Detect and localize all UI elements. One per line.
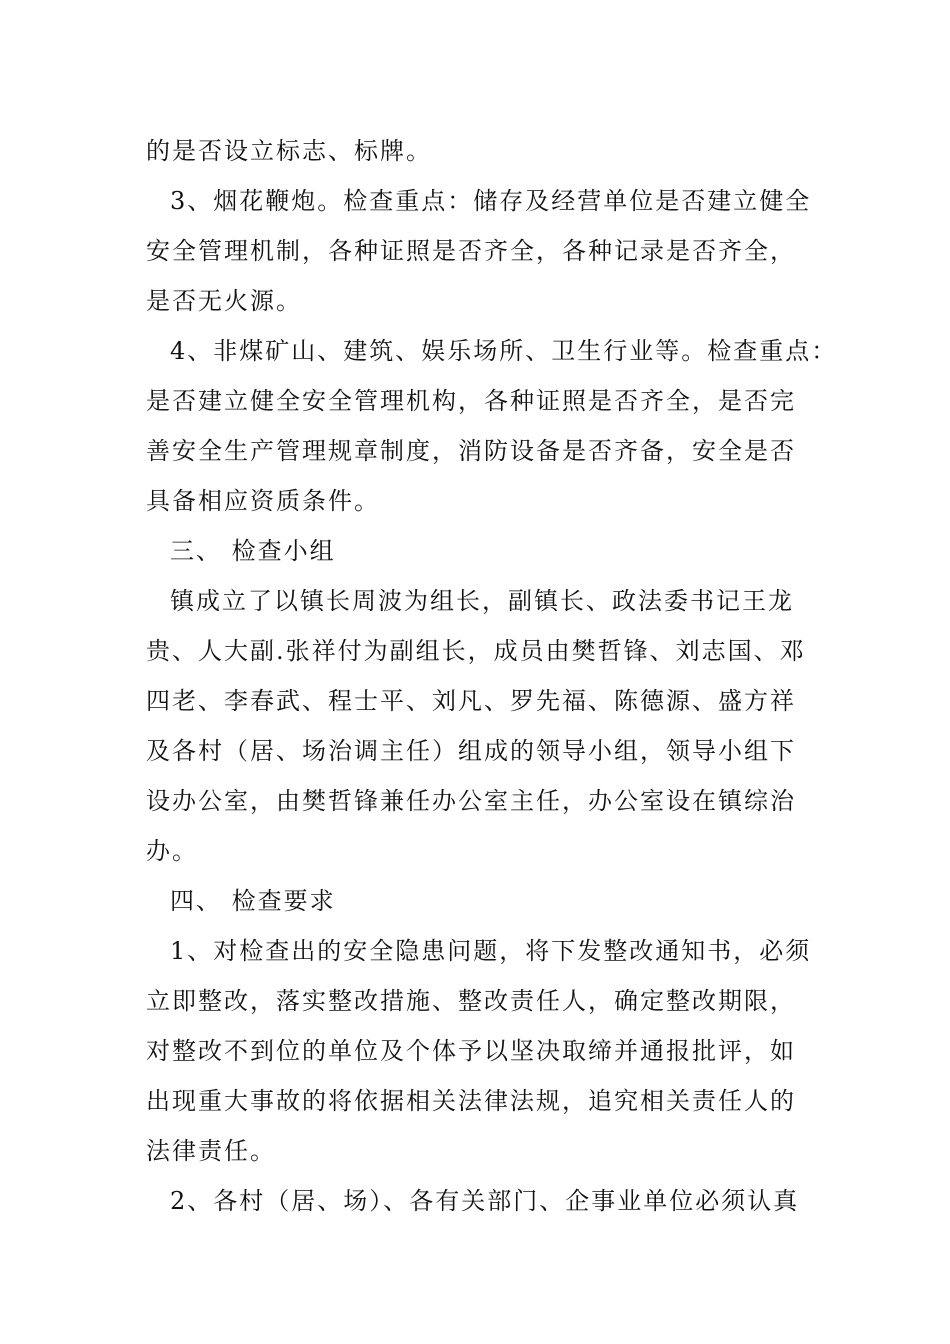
text-line: 办。 [146,837,198,865]
paragraph-item-3-heading: 3、烟花鞭炮。检查重点：储存及经营单位是否建立健全 [170,187,812,215]
text-line: 立即整改，落实整改措施、整改责任人，确定整改期限， [146,987,796,1015]
section-heading-inspection-requirements: 四、 检查要求 [170,887,336,915]
text-line: 对整改不到位的单位及个体予以坚决取缔并通报批评，如 [146,1037,796,1065]
text-line: 四老、李春武、程士平、刘凡、罗先福、陈德源、盛方祥 [146,687,796,715]
text-line: 的是否设立标志、标牌。 [146,137,432,165]
paragraph-item-2-heading: 2、各村（居、场）、各有关部门、企事业单位必须认真 [170,1187,800,1215]
text-line: 设办公室，由樊哲锋兼任办公室主任，办公室设在镇综治 [146,787,796,815]
text-line: 及各村（居、场治调主任）组成的领导小组，领导小组下 [146,737,796,765]
text-line: 是否建立健全安全管理机构，各种证照是否齐全，是否完 [146,387,796,415]
paragraph-item-4-heading: 4、非煤矿山、建筑、娱乐场所、卫生行业等。检查重点： [170,337,838,365]
text-line: 善安全生产管理规章制度，消防设备是否齐备，安全是否 [146,437,796,465]
text-line: 贵、人大副.张祥付为副组长，成员由樊哲锋、刘志国、邓 [146,637,806,665]
text-line: 安全管理机制，各种证照是否齐全，各种记录是否齐全， [146,237,796,265]
text-line: 法律责任。 [146,1137,276,1165]
paragraph-item-1-heading: 1、对检查出的安全隐患问题，将下发整改通知书，必须 [170,937,812,965]
text-line: 镇成立了以镇长周波为组长，副镇长、政法委书记王龙 [170,587,794,615]
section-heading-inspection-team: 三、 检查小组 [170,537,336,565]
text-line: 具备相应资质条件。 [146,487,380,515]
text-line: 是否无火源。 [146,287,302,315]
text-line: 出现重大事故的将依据相关法律法规，追究相关责任人的 [146,1087,796,1115]
